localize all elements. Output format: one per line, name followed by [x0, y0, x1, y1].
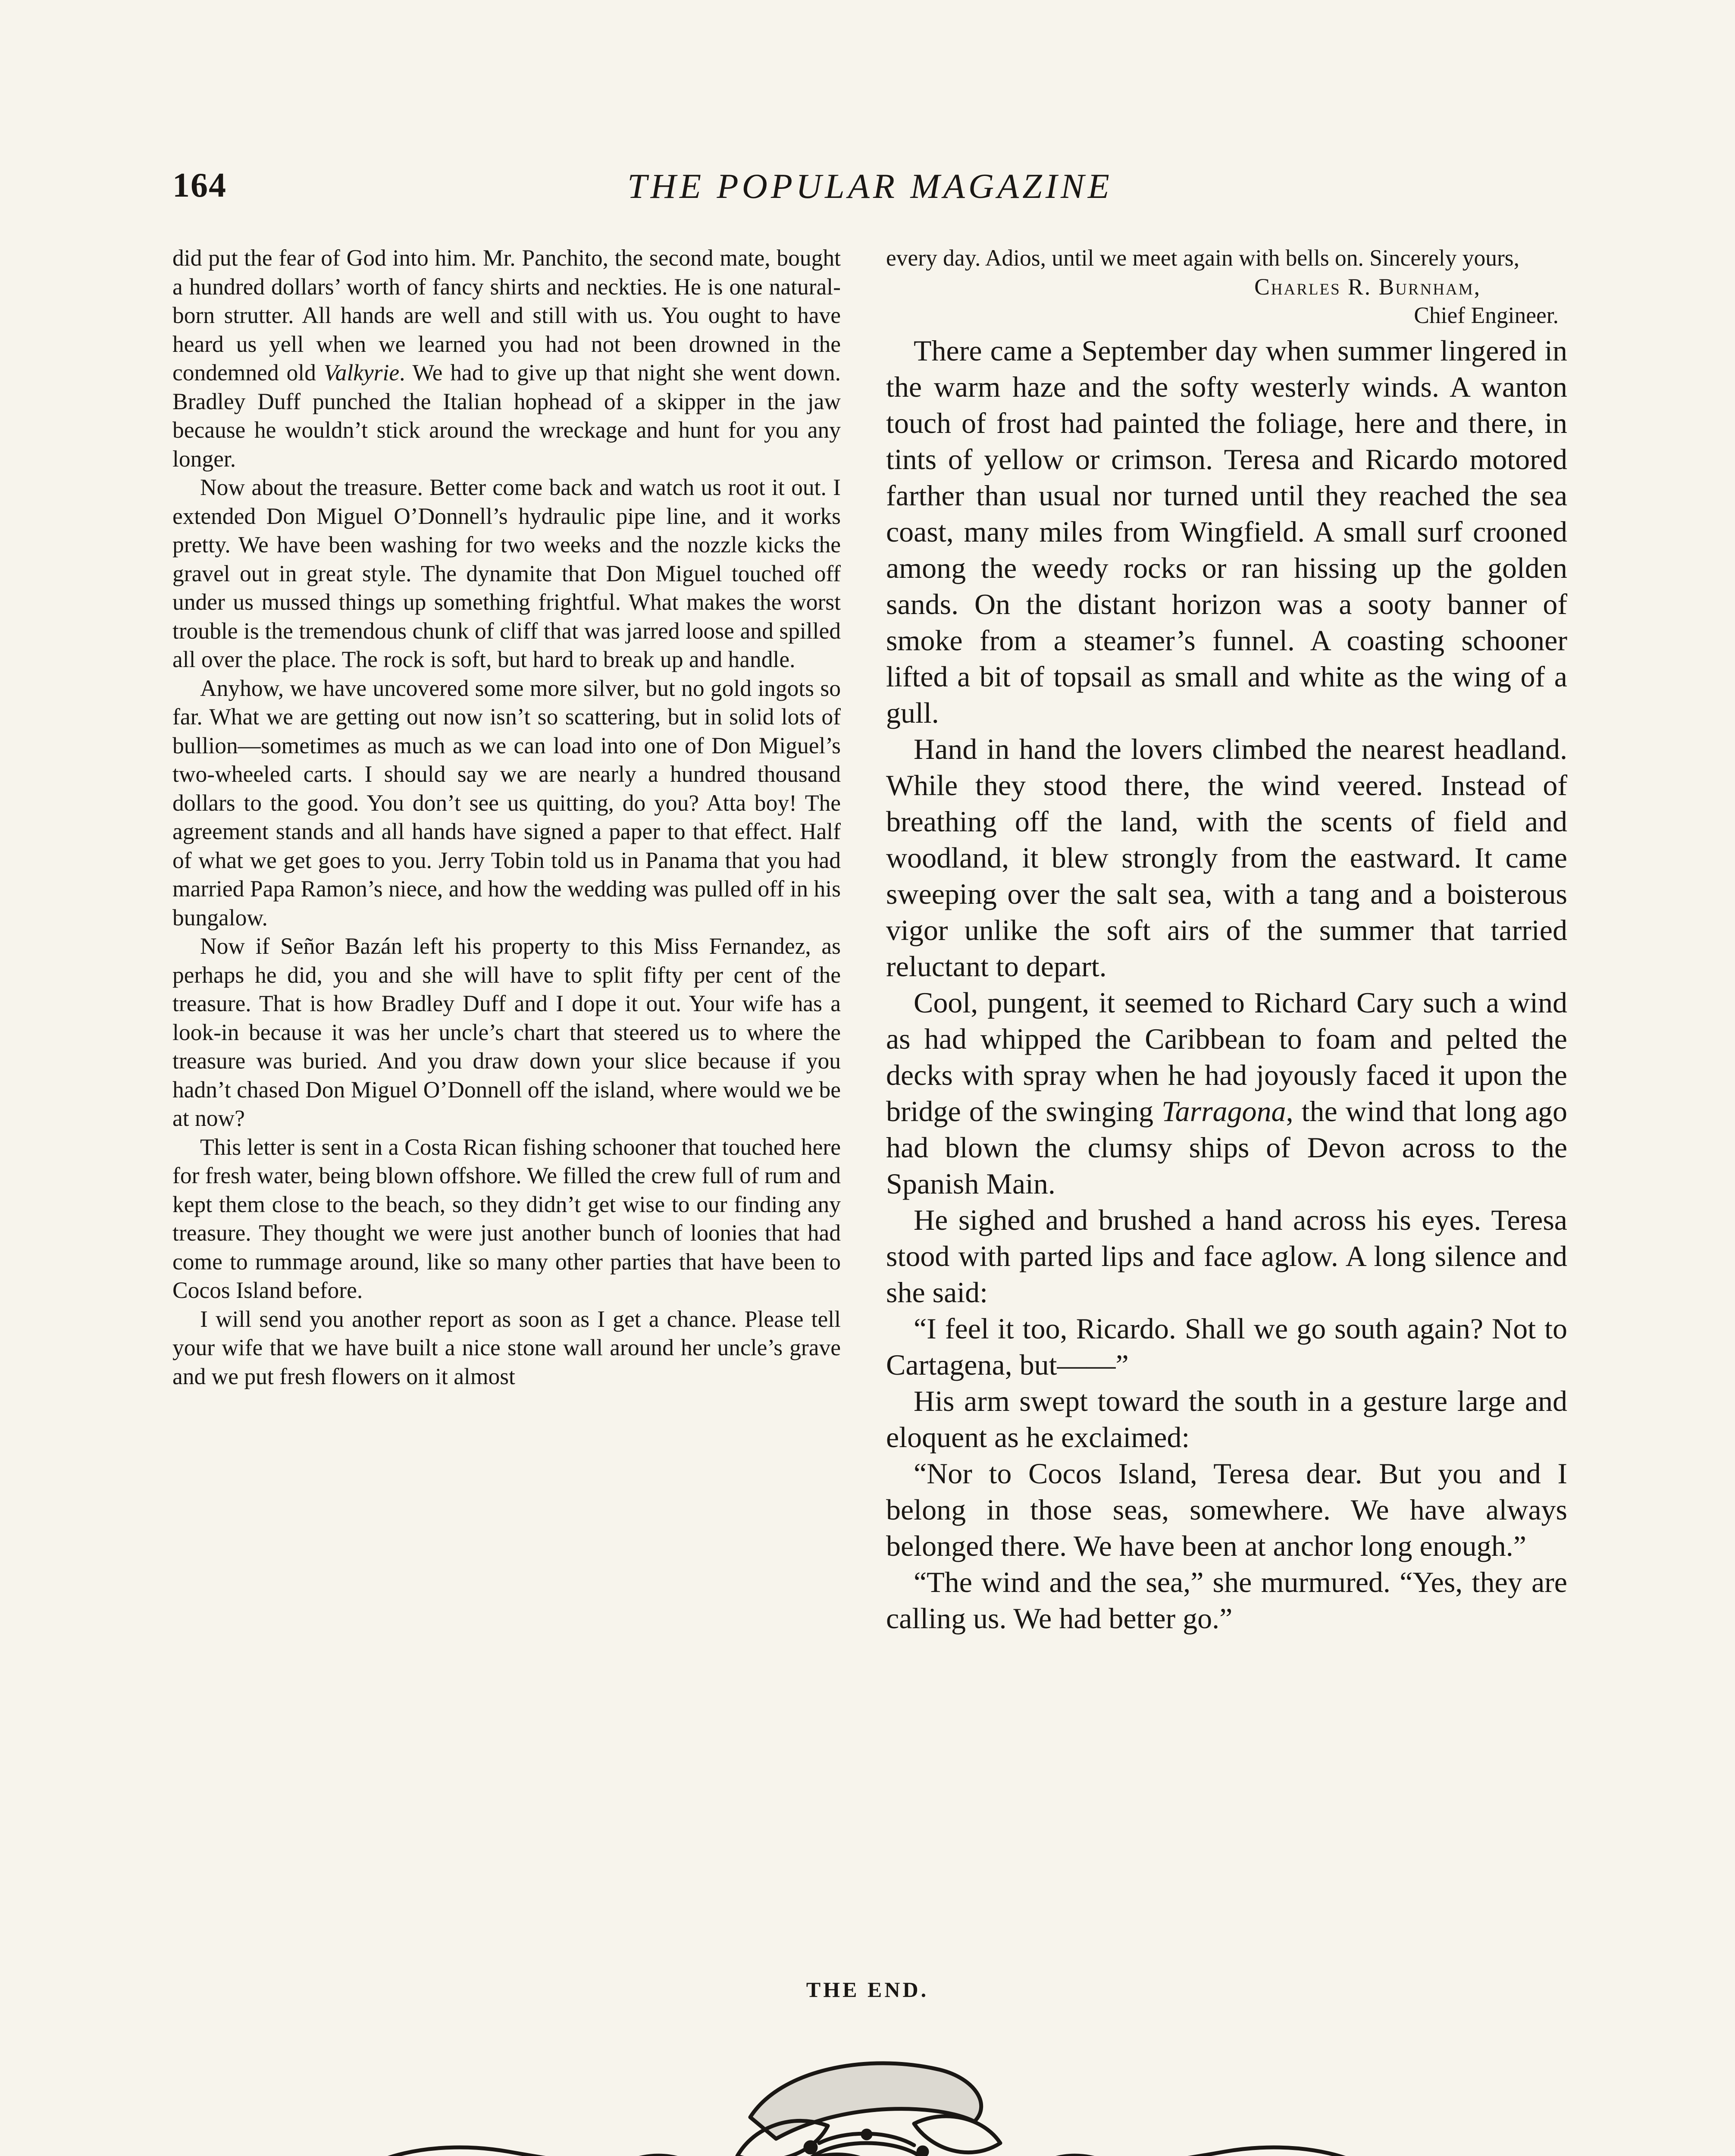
- left-paragraph: Now if Señor Bazán left his property to this Miss Fernandez, as perhaps he did, you and she will have to split fifty per cent of the treasure. That is how Bradley Duff and I dope it out. Your wife has a look-in because it was her uncle’s chart that steered us to where the treasure was buried. And you draw down your slice because if you hadn’t chased Don Miguel O’Donnell off the island, where would we be at now?: [172, 933, 841, 1131]
- story-paragraph: “I feel it too, Ricardo. Shall we go south again? Not to Cartagena, but——”: [886, 1312, 1567, 1381]
- left-paragraph: I will send you another report as soon as I get a chance. Please tell your wife that we have built a nice stone wall around her uncle’s grave and we put fresh flowers on it almost: [172, 1306, 841, 1389]
- left-column: [172, 244, 841, 1391]
- decorative-vignette-icon: [328, 2044, 1406, 2156]
- running-title: THE POPULAR MAGAZINE: [627, 166, 1113, 206]
- left-paragraph: Anyhow, we have uncovered some more silver, but no gold ingots so far. What we are getting out now isn’t so scattering, but in solid lots of bullion—sometimes as much as we can load into one of Don Miguel’s two-wheeled carts. I should say we are nearly a hundred thousand dollars to the good. You don’t see us quitting, do you? Atta boy! The agreement stands and all hands have signed a paper to that effect. Half of what we get goes to you. Jerry Tobin told us in Panama that you had married Papa Ramon’s niece, and how the wedding was pulled off in his bungalow.: [172, 675, 841, 931]
- story-paragraph: He sighed and brushed a hand across his eyes. Teresa stood with parted lips and face aglow. A long silence and she said:: [886, 1203, 1567, 1309]
- letter-closing: [886, 244, 1567, 330]
- story-paragraph: Hand in hand the lovers climbed the nearest headland. While they stood there, the wind veered. Instead of breathing off the land, with the scents of field and woodland, it blew strongly from the eastward. It came sweeping over the salt sea, with a tang and a boisterous vigor unlike the soft airs of the summer that tarried reluctant to depart.: [886, 732, 1567, 983]
- left-paragraph: This letter is sent in a Costa Rican fishing schooner that touched here for fresh water, being blown offshore. We filled the crew full of rum and kept them close to the beach, so they didn’t get wise to our finding any treasure. They thought we were just another bunch of loonies that had come to rummage around, like so many other parties that have been to Cocos Island before.: [172, 1134, 841, 1303]
- story-paragraph: Cool, pungent, it seemed to Richard Cary such a wind as had whipped the Caribbean to foam and pelted the decks with spray when he had joyously faced it upon the bridge of the swinging Tarragona, the wind that long ago had blown the clumsy ships of Devon across to the Spanish Main.: [886, 986, 1567, 1200]
- story-paragraph: “Nor to Cocos Island, Teresa dear. But you and I belong in those seas, somewhere. We have always belonged there. We have been at anchor long enough.”: [886, 1457, 1567, 1562]
- right-column: [886, 244, 1567, 1636]
- the-end-label: THE END.: [806, 1977, 929, 2002]
- page-header: [172, 166, 1568, 213]
- left-paragraph: did put the fear of God into him. Mr. Panchito, the second mate, bought a hundred dollars’ worth of fancy shirts and neckties. He is one natural-born strutter. All hands are well and still with us. You ought to have heard us yell when we learned you had not been drowned in the condemned old Valkyrie. We had to give up that night she went down. Bradley Duff punched the Italian hophead of a skipper in the jaw because he wouldn’t stick around the wreckage and hunt for you any longer.: [172, 245, 841, 472]
- story-text: [886, 332, 1567, 1636]
- signature-title: Chief Engineer.: [1414, 302, 1559, 328]
- letter-closing-text: every day. Adios, until we meet again with bells on. Sincerely yours,: [886, 245, 1519, 271]
- story-paragraph: His arm swept toward the south in a gesture large and eloquent as he exclaimed:: [886, 1384, 1567, 1454]
- page-number: 164: [172, 166, 227, 204]
- story-paragraph: There came a September day when summer lingered in the warm haze and the softy westerly winds. A wanton touch of frost had painted the foliage, here and there, in tints of yellow or crimson. Teresa and Ricardo motored farther than usual nor turned until they reached the sea coast, many miles from Wingfield. A small surf crooned among the weedy rocks or ran hissing up the golden sands. On the distant horizon was a sooty banner of smoke from a steamer’s funnel. A coasting schooner lifted a bit of topsail as small and white as the wing of a gull.: [886, 334, 1567, 729]
- story-paragraph: “The wind and the sea,” she murmured. “Yes, they are calling us. We had better go.”: [886, 1565, 1567, 1635]
- signature-name: Charles R. Burnham,: [1254, 273, 1481, 300]
- left-paragraph: Now about the treasure. Better come back and watch us root it out. I extended Don Miguel O’Donnell’s hydraulic pipe line, and it works pretty. We have been washing for two weeks and the nozzle kicks the gravel out in great style. The dynamite that Don Miguel touched off under us mussed things up something frightful. What makes the worst trouble is the tremendous chunk of cliff that was jarred loose and spilled all over the place. The rock is soft, but hard to break up and handle.: [172, 474, 841, 672]
